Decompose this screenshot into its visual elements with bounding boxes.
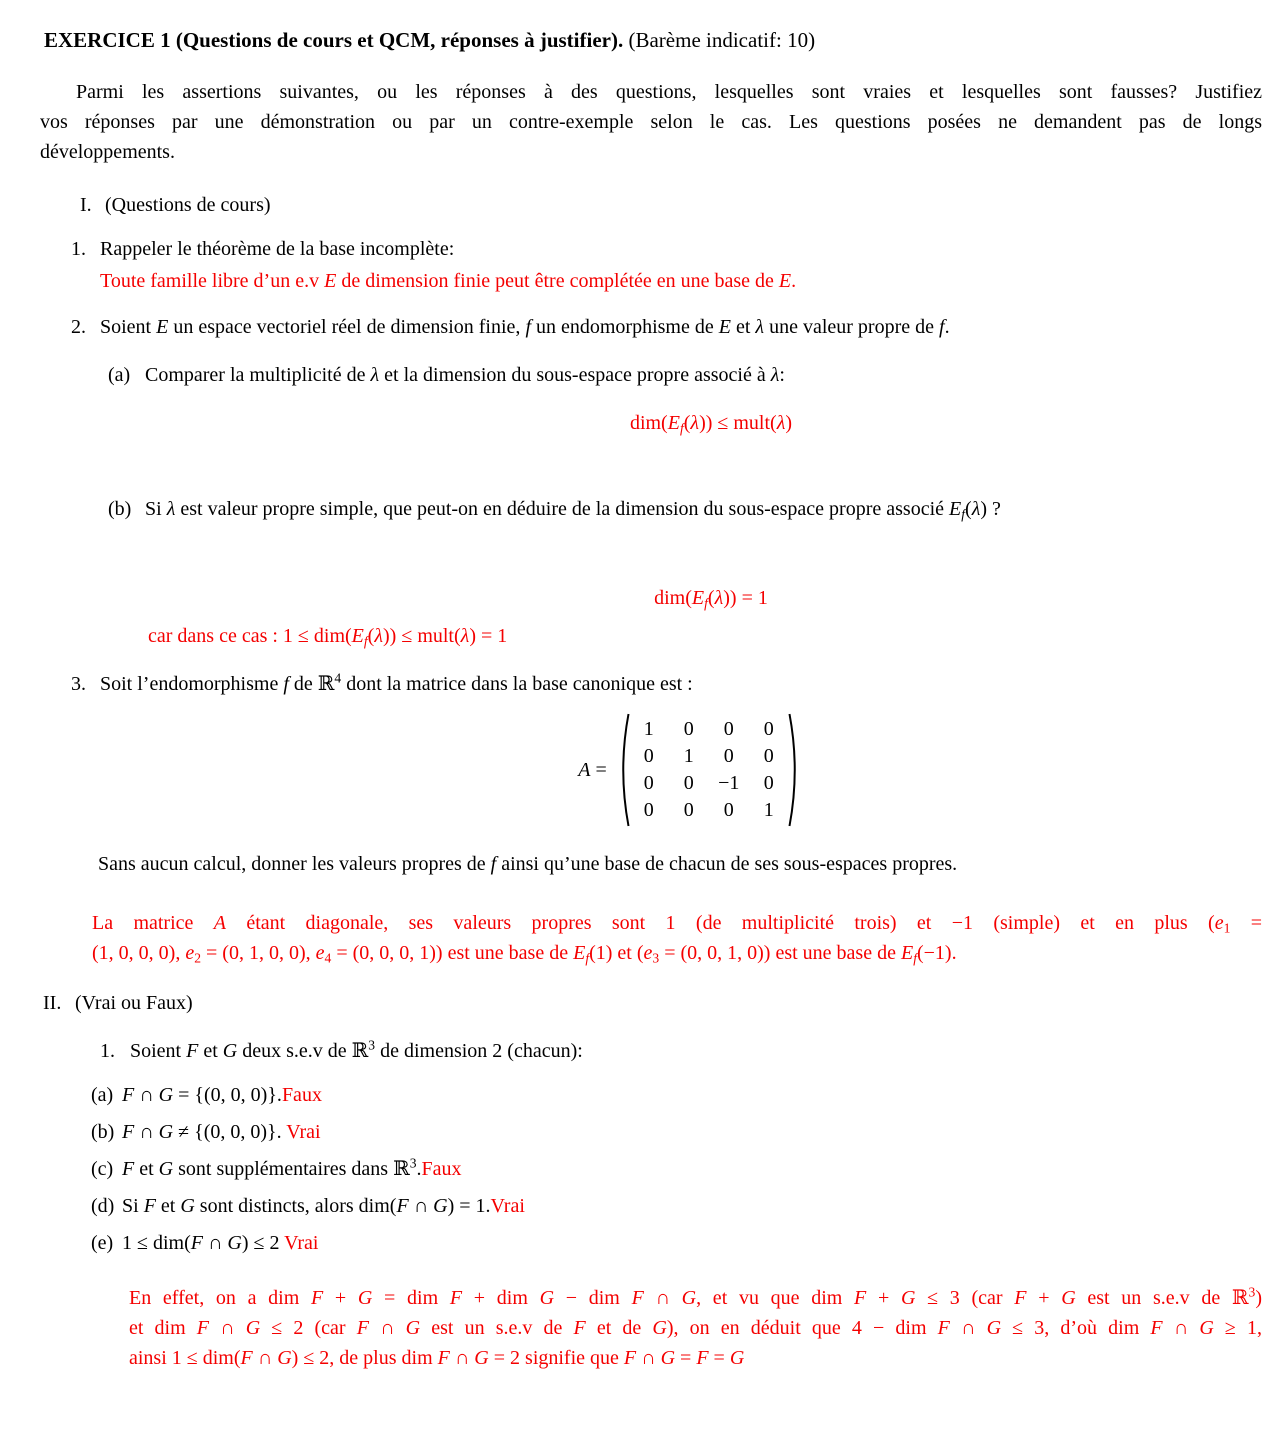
matrix-cell: 1: [643, 718, 654, 740]
matrix-cell: 0: [683, 799, 694, 821]
answer-3: [92, 908, 1262, 968]
vf-item-e: [0, 1228, 1276, 1258]
intro-line: Parmi les assertions suivantes, ou les réponses à des questions, lesquelles sont vraies et lesquelles sont fausses? Justifiez: [76, 81, 1262, 103]
justification-line: et dim F ∩ G ≤ 2 (car F ∩ G est un s.e.v de F et de G), on en déduit que 4 − dim F ∩ G ≤ 3, d’où dim F ∩ G ≥ 1,: [129, 1317, 1263, 1339]
matrix-a: [578, 712, 802, 828]
justification-line: En effet, on a dim F + G = dim F + dim G − dim F ∩ G, et vu que dim F + G ≤ 3 (car F + G est un s.e.v de ℝ$^3$): [129, 1284, 1262, 1309]
question-1-label: 1.: [71, 238, 86, 260]
matrix-cell: 0: [643, 799, 654, 821]
vf-item-c-label: (c): [91, 1158, 114, 1180]
question-ii-1-label: 1.: [100, 1040, 115, 1062]
section-i-label: I.: [80, 194, 92, 216]
matrix-cell: 0: [723, 799, 734, 821]
question-2b-text: Si λ est valeur propre simple, que peut-on en déduire de la dimension du sous-espace propre associé $E_f(\lambda)$ ?: [145, 498, 1001, 522]
matrix-cell: 0: [643, 745, 654, 767]
section-i-heading: [0, 190, 1276, 220]
matrix-cell: 0: [643, 772, 654, 794]
exercise-title: [44, 25, 1276, 55]
justification-paragraph: [129, 1283, 1262, 1373]
question-2-label: 2.: [71, 316, 86, 338]
intro-line: développements.: [40, 141, 175, 163]
question-1: [0, 234, 1276, 264]
answer-2b-note: car dans ce cas : $1 \le dim(E_f(\lambda))$ ≤ mult(λ) = 1: [148, 625, 508, 649]
vf-item-c-verdict: Faux: [421, 1158, 462, 1180]
question-3: [0, 669, 1276, 699]
matrix-equation: [118, 712, 1262, 828]
vf-item-d-verdict: Vrai: [490, 1195, 525, 1217]
matrix-cell: 0: [763, 772, 774, 794]
matrix-cell: 0: [683, 772, 694, 794]
matrix-cell: 0: [723, 745, 734, 767]
vf-item-b-text: F ∩ G ≠ {(0, 0, 0)}.: [122, 1121, 287, 1143]
question-ii-1: [0, 1036, 1276, 1066]
vf-item-c-text: F et G sont supplémentaires dans ℝ$^3$.: [122, 1155, 422, 1180]
matrix-cell: −1: [718, 772, 740, 794]
vf-item-b: [0, 1117, 1276, 1147]
exercise-title-bareme: (Barème indicatif: 10): [623, 28, 816, 52]
answer-3-line: (1, 0, 0, 0), $e_2 = (0$, 1, 0, 0), $e_4 = (0$, 0, 0, 1)) est une base de $E_f(1)$ et ($e_3 = (0$, 0, 1, 0)) est une base de $E_f(-1)$.: [92, 942, 957, 966]
vf-item-d-label: (d): [91, 1195, 115, 1217]
matrix-cell: 1: [683, 745, 694, 767]
section-ii-heading: [0, 988, 1276, 1018]
question-3-followup: Sans aucun calcul, donner les valeurs propres de f ainsi qu’une base de chacun de ses sous-espaces propres.: [98, 853, 958, 875]
matrix-lhs: A =: [578, 758, 607, 781]
answer-1: Toute famille libre d’un e.v E de dimension finie peut être complétée en une base de E.: [100, 270, 797, 292]
question-2: [0, 312, 1276, 342]
vf-item-e-text: 1 ≤ dim(F ∩ G) ≤ 2: [122, 1232, 285, 1254]
matrix-cell: 0: [683, 718, 694, 740]
vf-item-e-verdict: Vrai: [284, 1232, 319, 1254]
question-2b-label: (b): [108, 498, 132, 520]
intro-paragraph: [40, 77, 1262, 167]
true-false-list: [0, 1080, 1276, 1258]
vf-item-b-label: (b): [91, 1121, 115, 1143]
exercise-title-main: EXERCICE 1 (Questions de cours et QCM, réponses à justifier).: [44, 28, 624, 52]
vf-item-a-label: (a): [91, 1084, 114, 1106]
question-2a-label: (a): [108, 364, 131, 386]
section-i-title: (Questions de cours): [105, 194, 271, 216]
matrix-cell: 0: [763, 718, 774, 740]
vf-item-a-verdict: Faux: [281, 1084, 322, 1106]
intro-line: vos réponses par une démonstration ou par un contre-exemple selon le cas. Les questions posées ne demandent pas de longs: [40, 111, 1262, 133]
matrix-left-paren-icon: [616, 712, 630, 828]
matrix-cell: 0: [763, 745, 774, 767]
section-ii-title: (Vrai ou Faux): [75, 992, 193, 1014]
vf-item-d: [0, 1191, 1276, 1221]
vf-item-a-text: F ∩ G = {(0, 0, 0)}.: [122, 1084, 282, 1106]
answer-2b-equation: $dim(E_f(\lambda)) = 1$: [654, 587, 768, 611]
answer-3-line: La matrice A étant diagonale, ses valeurs propres sont 1 (de multiplicité trois) et −1 (simple) et en plus ($e_1$ =: [92, 912, 1263, 936]
matrix-grid: [630, 712, 788, 828]
matrix-right-paren-icon: [788, 712, 802, 828]
question-1-text: Rappeler le théorème de la base incomplète:: [100, 238, 455, 260]
answer-2a-equation: $dim(E_f(\lambda))$ ≤ mult(λ): [629, 412, 793, 436]
vf-item-e-label: (e): [91, 1232, 114, 1254]
question-3-text: Soit l’endomorphisme f de ℝ$^4$ dont la matrice dans la base canonique est :: [100, 670, 693, 695]
question-2a: [0, 360, 1276, 390]
question-3-label: 3.: [71, 673, 86, 695]
vf-item-c: [0, 1154, 1276, 1184]
question-ii-1-text: Soient F et G deux s.e.v de ℝ$^3$ de dimension 2 (chacun):: [130, 1037, 583, 1062]
section-ii-label: II.: [43, 992, 62, 1014]
question-2b: [0, 494, 1276, 524]
matrix-cell: 1: [763, 799, 774, 821]
question-2-text: Soient E un espace vectoriel réel de dimension finie, f un endomorphisme de E et λ une valeur propre de f.: [100, 316, 950, 338]
question-2a-text: Comparer la multiplicité de λ et la dimension du sous-espace propre associé à λ:: [145, 364, 785, 386]
vf-item-b-verdict: Vrai: [286, 1121, 321, 1143]
justification-line: ainsi 1 ≤ dim(F ∩ G) ≤ 2, de plus dim F ∩ G = 2 signifie que F ∩ G = F = G: [129, 1347, 745, 1369]
vf-item-a: [0, 1080, 1276, 1110]
matrix-cell: 0: [723, 718, 734, 740]
vf-item-d-text: Si F et G sont distincts, alors dim(F ∩ G) = 1.: [122, 1195, 491, 1217]
